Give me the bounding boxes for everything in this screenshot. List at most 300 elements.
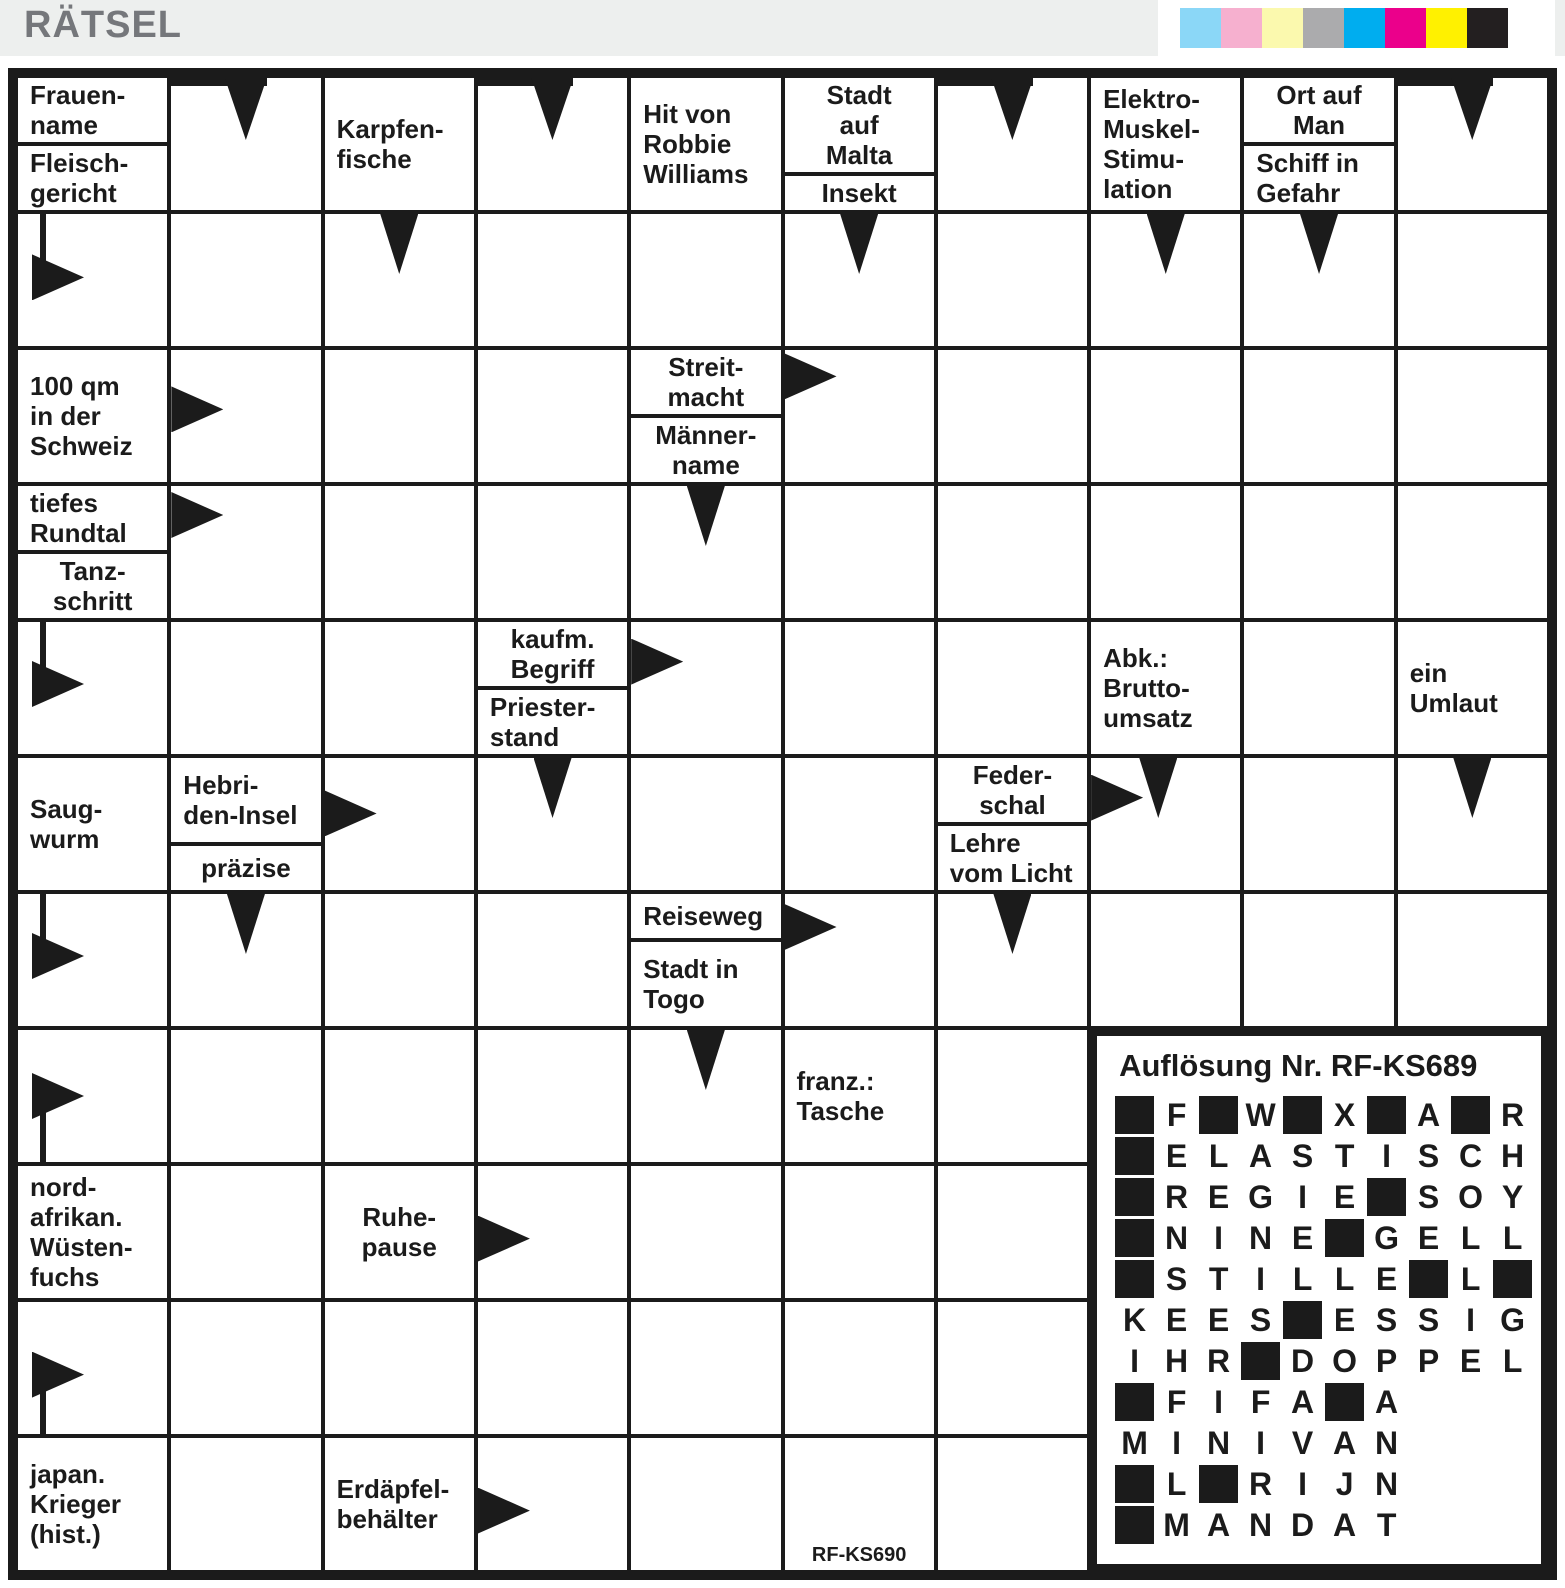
clue-line: behälter [336, 1504, 438, 1534]
solution-box [1091, 1030, 1547, 1570]
clue-line: Man [1293, 110, 1346, 140]
clue-text [18, 486, 167, 550]
clue-line: 100 qm [30, 370, 120, 401]
clue-line: vom Licht [949, 858, 1073, 888]
answer-cell [938, 214, 1087, 346]
solution-letter-cell: A [1417, 1096, 1441, 1133]
down-arrow-icon [225, 78, 267, 140]
solution-black-cell [1115, 1383, 1154, 1421]
clue-line: in der [30, 400, 101, 431]
clue-text [171, 758, 320, 842]
solution-black-cell [1115, 1465, 1154, 1503]
color-swatch [1344, 8, 1385, 48]
down-arrow-icon [991, 78, 1033, 140]
clue-line: Krieger [30, 1488, 122, 1519]
solution-letter-cell: E [1291, 1219, 1314, 1256]
solution-letter-cell: M [1163, 1506, 1190, 1543]
clue-line: macht [667, 382, 745, 412]
clue-line: stand [489, 722, 560, 752]
clue-line: Männer- [655, 419, 757, 450]
clue-text [785, 1030, 934, 1162]
solution-letter-cell: R [1249, 1465, 1273, 1502]
solution-black-cell [1199, 1465, 1238, 1503]
solution-letter-cell: N [1375, 1465, 1399, 1502]
solution-black-cell [1325, 1383, 1364, 1421]
answer-cell [325, 758, 474, 890]
clue-line: Rundtal [30, 518, 127, 548]
solution-letter-cell: I [1256, 1424, 1266, 1461]
solution-black-cell [1115, 1260, 1154, 1298]
down-arrow-icon [687, 1030, 725, 1090]
color-swatch [1303, 8, 1344, 48]
clue-line: Stadt in [643, 953, 739, 984]
clue-line: ein [1409, 657, 1448, 688]
answer-cell [785, 486, 934, 618]
clue-line: Muskel- [1103, 113, 1200, 144]
clue-text [938, 822, 1087, 890]
clue-cell [1398, 622, 1547, 754]
clue-line: name [30, 110, 98, 140]
clue-line: Stadt [826, 79, 892, 110]
solution-letter-cell: E [1207, 1301, 1230, 1338]
clue-cell [18, 350, 167, 482]
solution-letter-cell: E [1333, 1301, 1356, 1338]
answer-cell [785, 350, 934, 482]
clue-line: den-Insel [183, 800, 298, 830]
answer-cell [325, 350, 474, 482]
solution-letter-cell: S [1417, 1301, 1440, 1338]
answer-cell [478, 214, 627, 346]
solution-letter-cell: L [1502, 1219, 1523, 1256]
solution-letter-cell: F [1166, 1383, 1187, 1420]
answer-cell [938, 894, 1087, 1026]
down-arrow-icon [1300, 214, 1338, 274]
answer-cell [325, 622, 474, 754]
clue-text [631, 350, 780, 414]
solution-letter-cell: S [1249, 1301, 1272, 1338]
solution-empty-cell [1409, 1465, 1448, 1503]
clue-text [18, 142, 167, 210]
solution-empty-cell [1409, 1506, 1448, 1544]
answer-cell [171, 1030, 320, 1162]
clue-line: fische [336, 144, 412, 174]
solution-black-cell [1241, 1342, 1280, 1380]
solution-letter-cell: D [1291, 1506, 1315, 1543]
answer-cell [1398, 894, 1547, 1026]
clue-line: japan. [30, 1458, 106, 1489]
right-arrow-icon [32, 254, 84, 300]
clue-cell [631, 894, 780, 1026]
answer-cell [631, 486, 780, 618]
answer-cell [478, 1438, 627, 1570]
clue-cell [785, 78, 934, 210]
solution-letter-cell: P [1417, 1342, 1440, 1379]
clue-line: Schiff in [1256, 147, 1359, 178]
clue-line: kaufm. [510, 623, 595, 654]
answer-cell [938, 622, 1087, 754]
clue-line: Saug- [30, 793, 103, 824]
solution-letter-cell: G [1248, 1178, 1274, 1215]
solution-black-cell [1409, 1260, 1448, 1298]
down-arrow-icon [534, 758, 572, 818]
solution-black-cell [1115, 1219, 1154, 1257]
clue-line: pause [361, 1232, 437, 1262]
solution-letter-cell: L [1334, 1260, 1355, 1297]
solution-letter-cell: I [1466, 1301, 1476, 1338]
solution-letter-cell: C [1459, 1137, 1483, 1174]
clue-line: Hit von [643, 98, 732, 129]
solution-letter-cell: N [1249, 1219, 1273, 1256]
solution-letter-cell: E [1375, 1260, 1398, 1297]
right-arrow-icon [478, 1488, 530, 1534]
answer-cell [1398, 214, 1547, 346]
clue-cell [18, 1166, 167, 1298]
solution-letter-cell: I [1214, 1383, 1224, 1420]
solution-letter-cell: E [1333, 1178, 1356, 1215]
right-arrow-icon [32, 1073, 84, 1119]
solution-letter-cell: I [1256, 1260, 1266, 1297]
clue-text [325, 1438, 474, 1570]
solution-letter-cell: F [1166, 1096, 1187, 1133]
clue-cell [785, 1030, 934, 1162]
solution-letter-cell: A [1333, 1506, 1357, 1543]
solution-black-cell [1451, 1096, 1490, 1134]
down-arrow-icon [1139, 758, 1177, 818]
solution-letter-cell: N [1249, 1506, 1273, 1543]
clue-line: schal [979, 790, 1046, 820]
down-arrow-icon [993, 894, 1031, 954]
puzzle-code: RF-KS690 [811, 1544, 907, 1566]
solution-letter-cell: V [1291, 1424, 1314, 1461]
clue-line: Feder- [972, 759, 1053, 790]
clue-line: lation [1103, 174, 1173, 205]
solution-letter-cell: O [1332, 1342, 1358, 1379]
answer-cell [1398, 758, 1547, 890]
solution-letter-cell: I [1298, 1465, 1308, 1502]
solution-letter-cell: L [1460, 1260, 1481, 1297]
answer-cell [785, 214, 934, 346]
clue-text [631, 414, 780, 482]
answer-cell [478, 486, 627, 618]
right-arrow-icon [171, 386, 223, 432]
down-arrow-icon [687, 486, 725, 546]
clue-line: Frauen- [30, 79, 126, 110]
solution-black-cell [1493, 1260, 1532, 1298]
page-title: RÄTSEL [24, 4, 182, 46]
solution-letter-cell: I [1298, 1178, 1308, 1215]
answer-cell [1091, 894, 1240, 1026]
clue-text [1244, 78, 1393, 142]
clue-cell [478, 622, 627, 754]
print-color-bar [1158, 0, 1555, 56]
clue-text [1091, 622, 1240, 754]
clue-text [785, 78, 934, 172]
clue-text [631, 78, 780, 210]
clue-line: Reiseweg [643, 900, 764, 931]
answer-cell [1398, 350, 1547, 482]
solution-letter-cell: E [1165, 1301, 1188, 1338]
solution-letter-cell: N [1165, 1219, 1189, 1256]
right-arrow-icon [171, 492, 223, 538]
clue-cell [325, 1438, 474, 1570]
answer-cell [938, 486, 1087, 618]
clue-text [18, 350, 167, 482]
solution-letter-cell: S [1165, 1260, 1188, 1297]
clue-line: Malta [825, 140, 893, 171]
answer-cell [325, 1302, 474, 1434]
clue-text [18, 1438, 167, 1570]
answer-cell [478, 1166, 627, 1298]
answer-cell [171, 1166, 320, 1298]
answer-cell [785, 1438, 934, 1570]
solution-letter-cell: S [1417, 1137, 1440, 1174]
solution-letter-cell: A [1375, 1383, 1399, 1420]
answer-cell [1244, 486, 1393, 618]
clue-line: Schweiz [30, 431, 133, 462]
answer-cell [631, 1030, 780, 1162]
clue-line: schritt [52, 586, 133, 616]
solution-letter-cell: A [1291, 1383, 1315, 1420]
clue-cell [18, 486, 167, 618]
right-arrow-icon [785, 904, 837, 950]
right-arrow-icon [32, 661, 84, 707]
answer-cell [478, 894, 627, 1026]
clue-line: Umlaut [1409, 688, 1498, 718]
clue-line: nord- [30, 1171, 97, 1202]
right-arrow-icon [32, 933, 84, 979]
clue-line: Lehre [949, 827, 1021, 858]
clue-line: afrikan. [30, 1201, 123, 1232]
clue-cell [325, 1166, 474, 1298]
answer-cell [785, 1166, 934, 1298]
right-arrow-icon [631, 639, 683, 685]
clue-line: Robbie [643, 128, 732, 159]
clue-cell [18, 78, 167, 210]
clue-cell [18, 1438, 167, 1570]
answer-cell [785, 894, 934, 1026]
solution-letter-cell: I [1214, 1219, 1224, 1256]
solution-letter-cell: T [1208, 1260, 1229, 1297]
clue-line: Hebri- [183, 769, 259, 800]
solution-black-cell [1115, 1137, 1154, 1175]
right-arrow-icon [478, 1216, 530, 1262]
solution-letter-cell: L [1166, 1465, 1187, 1502]
down-arrow-icon [1453, 758, 1491, 818]
solution-black-cell [1367, 1178, 1406, 1216]
solution-letter-cell: K [1123, 1301, 1147, 1338]
clue-text [325, 78, 474, 210]
color-swatch [1262, 8, 1303, 48]
clue-line: fuchs [30, 1262, 100, 1293]
solution-black-cell [1283, 1301, 1322, 1339]
clue-text [785, 172, 934, 210]
solution-black-cell [1283, 1096, 1322, 1134]
clue-text [631, 894, 780, 938]
solution-letter-cell: S [1375, 1301, 1398, 1338]
answer-cell [785, 1302, 934, 1434]
clue-line: Tasche [796, 1096, 885, 1126]
clue-text [1244, 142, 1393, 210]
solution-empty-cell [1451, 1506, 1490, 1544]
answer-cell [1244, 622, 1393, 754]
answer-cell [171, 214, 320, 346]
solution-letter-cell: L [1292, 1260, 1313, 1297]
clue-text [171, 842, 320, 890]
solution-letter-cell: H [1501, 1137, 1525, 1174]
solution-empty-cell [1493, 1465, 1532, 1503]
solution-letter-cell: F [1250, 1383, 1271, 1420]
solution-letter-cell: N [1207, 1424, 1231, 1461]
solution-black-cell [1115, 1096, 1154, 1134]
clue-line: Erdäpfel- [336, 1473, 450, 1504]
clue-cell [1244, 78, 1393, 210]
answer-cell [1091, 350, 1240, 482]
answer-cell [325, 894, 474, 1026]
solution-empty-cell [1493, 1506, 1532, 1544]
answer-cell [631, 1302, 780, 1434]
solution-black-cell [1325, 1219, 1364, 1257]
clue-line: wurm [30, 824, 100, 854]
solution-letter-cell: L [1208, 1137, 1229, 1174]
clue-text [631, 938, 780, 1026]
solution-letter-cell: I [1172, 1424, 1182, 1461]
right-arrow-icon [785, 353, 837, 399]
solution-title: Auflösung Nr. RF-KS689 [1119, 1048, 1478, 1083]
clue-line: Togo [643, 984, 705, 1014]
clue-text [938, 758, 1087, 822]
solution-letter-cell: E [1165, 1137, 1188, 1174]
answer-cell [938, 1438, 1087, 1570]
down-arrow-icon [840, 214, 878, 274]
solution-empty-cell [1409, 1383, 1448, 1421]
clue-cell [18, 758, 167, 890]
down-arrow-icon [227, 894, 265, 954]
solution-black-cell [1115, 1178, 1154, 1216]
solution-letter-cell: H [1165, 1342, 1189, 1379]
clue-line: Begriff [510, 654, 595, 684]
clue-cell [631, 78, 780, 210]
answer-cell [785, 622, 934, 754]
clue-line: Fleisch- [30, 147, 129, 178]
answer-cell [1398, 78, 1547, 210]
solution-letter-cell: X [1333, 1096, 1356, 1133]
down-arrow-icon [531, 78, 573, 140]
clue-text [478, 622, 627, 686]
answer-cell [325, 486, 474, 618]
clue-line: Priester- [489, 691, 596, 722]
solution-empty-cell [1493, 1383, 1532, 1421]
answer-cell [171, 486, 320, 618]
clue-line: Stimu- [1103, 144, 1184, 174]
color-swatch [1221, 8, 1262, 48]
answer-cell [171, 1438, 320, 1570]
answer-cell [478, 758, 627, 890]
solution-black-cell [1199, 1096, 1238, 1134]
clue-line: Elektro- [1103, 83, 1200, 114]
answer-cell [1091, 486, 1240, 618]
clue-text [478, 686, 627, 754]
clue-text [18, 1166, 167, 1298]
clue-cell [171, 758, 320, 890]
answer-cell [171, 78, 320, 210]
clue-line: Tanz- [59, 555, 126, 586]
solution-letter-cell: R [1165, 1178, 1189, 1215]
clue-cell [631, 350, 780, 482]
clue-line: Abk.: [1103, 642, 1169, 673]
clue-line: franz.: [796, 1065, 875, 1096]
solution-letter-cell: R [1501, 1096, 1525, 1133]
answer-cell [171, 622, 320, 754]
answer-cell [171, 350, 320, 482]
solution-letter-cell: T [1376, 1506, 1397, 1543]
answer-cell [631, 622, 780, 754]
clue-text [18, 758, 167, 890]
solution-letter-cell: E [1417, 1219, 1440, 1256]
clue-line: Wüsten- [30, 1232, 133, 1262]
answer-cell [325, 1030, 474, 1162]
answer-cell [478, 78, 627, 210]
solution-letter-cell: S [1291, 1137, 1314, 1174]
solution-letter-cell: L [1460, 1219, 1481, 1256]
solution-letter-cell: R [1207, 1342, 1231, 1379]
solution-empty-cell [1451, 1424, 1490, 1462]
solution-letter-grid [1115, 1096, 1541, 1544]
answer-cell [18, 894, 167, 1026]
answer-cell [1091, 758, 1240, 890]
clue-cell [938, 758, 1087, 890]
solution-letter-cell: S [1417, 1178, 1440, 1215]
solution-letter-cell: E [1459, 1342, 1482, 1379]
crossword-grid [8, 68, 1557, 1580]
solution-letter-cell: I [1130, 1342, 1140, 1379]
clue-text [18, 550, 167, 618]
answer-cell [1091, 214, 1240, 346]
solution-empty-cell [1493, 1424, 1532, 1462]
clue-line: Ort auf [1276, 79, 1362, 110]
down-arrow-icon [380, 214, 418, 274]
solution-letter-cell: J [1335, 1465, 1354, 1502]
answer-cell [938, 78, 1087, 210]
solution-letter-cell: Y [1501, 1178, 1524, 1215]
solution-letter-cell: G [1374, 1219, 1400, 1256]
answer-cell [1244, 214, 1393, 346]
solution-empty-cell [1409, 1424, 1448, 1462]
answer-cell [1244, 350, 1393, 482]
color-swatch [1385, 8, 1426, 48]
answer-cell [478, 1030, 627, 1162]
color-swatch [1180, 8, 1221, 48]
answer-cell [631, 1166, 780, 1298]
right-arrow-icon [1091, 775, 1143, 821]
solution-letter-cell: A [1249, 1137, 1273, 1174]
clue-line: gericht [30, 178, 117, 208]
down-arrow-icon [1147, 214, 1185, 274]
answer-cell [1244, 758, 1393, 890]
solution-letter-cell: E [1207, 1178, 1230, 1215]
clue-text [18, 78, 167, 142]
answer-cell [631, 214, 780, 346]
answer-cell [938, 1302, 1087, 1434]
clue-line: (hist.) [30, 1519, 101, 1550]
solution-letter-cell: M [1121, 1424, 1148, 1461]
clue-line: name [671, 450, 740, 480]
color-swatch [1467, 8, 1508, 48]
answer-cell [938, 1030, 1087, 1162]
clue-line: Insekt [821, 177, 897, 208]
clue-line: Williams [643, 159, 749, 190]
answer-cell [18, 214, 167, 346]
clue-line: Ruhe- [362, 1201, 437, 1232]
